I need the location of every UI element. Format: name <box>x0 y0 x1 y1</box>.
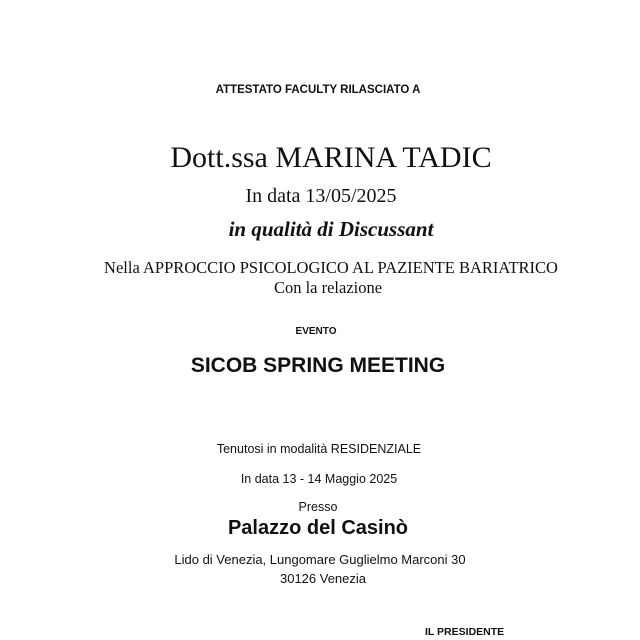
venue-address: Lido di Venezia, Lungomare Guglielmo Marconi 30 <box>174 552 466 567</box>
recipient-name: Dott.ssa MARINA TADIC <box>170 141 492 174</box>
role: in qualità di Discussant <box>228 217 434 241</box>
venue-name: Palazzo del Casinò <box>227 517 409 539</box>
venue-city: 30126 Venezia <box>279 571 367 586</box>
certificate-header: ATTESTATO FACULTY RILASCIATO A <box>215 84 421 96</box>
venue-prefix: Presso <box>298 500 338 514</box>
event-dates: In data 13 - 14 Maggio 2025 <box>240 472 398 486</box>
event-name: SICOB SPRING MEETING <box>190 354 446 377</box>
issue-date: In data 13/05/2025 <box>245 185 397 207</box>
event-label: EVENTO <box>295 326 337 337</box>
session-title: Nella APPROCCIO PSICOLOGICO AL PAZIENTE BARIATRICO <box>104 258 558 277</box>
relation-label: Con la relazione <box>273 278 383 297</box>
event-mode: Tenutosi in modalità RESIDENZIALE <box>216 442 422 456</box>
signature-label: IL PRESIDENTE <box>425 626 505 638</box>
